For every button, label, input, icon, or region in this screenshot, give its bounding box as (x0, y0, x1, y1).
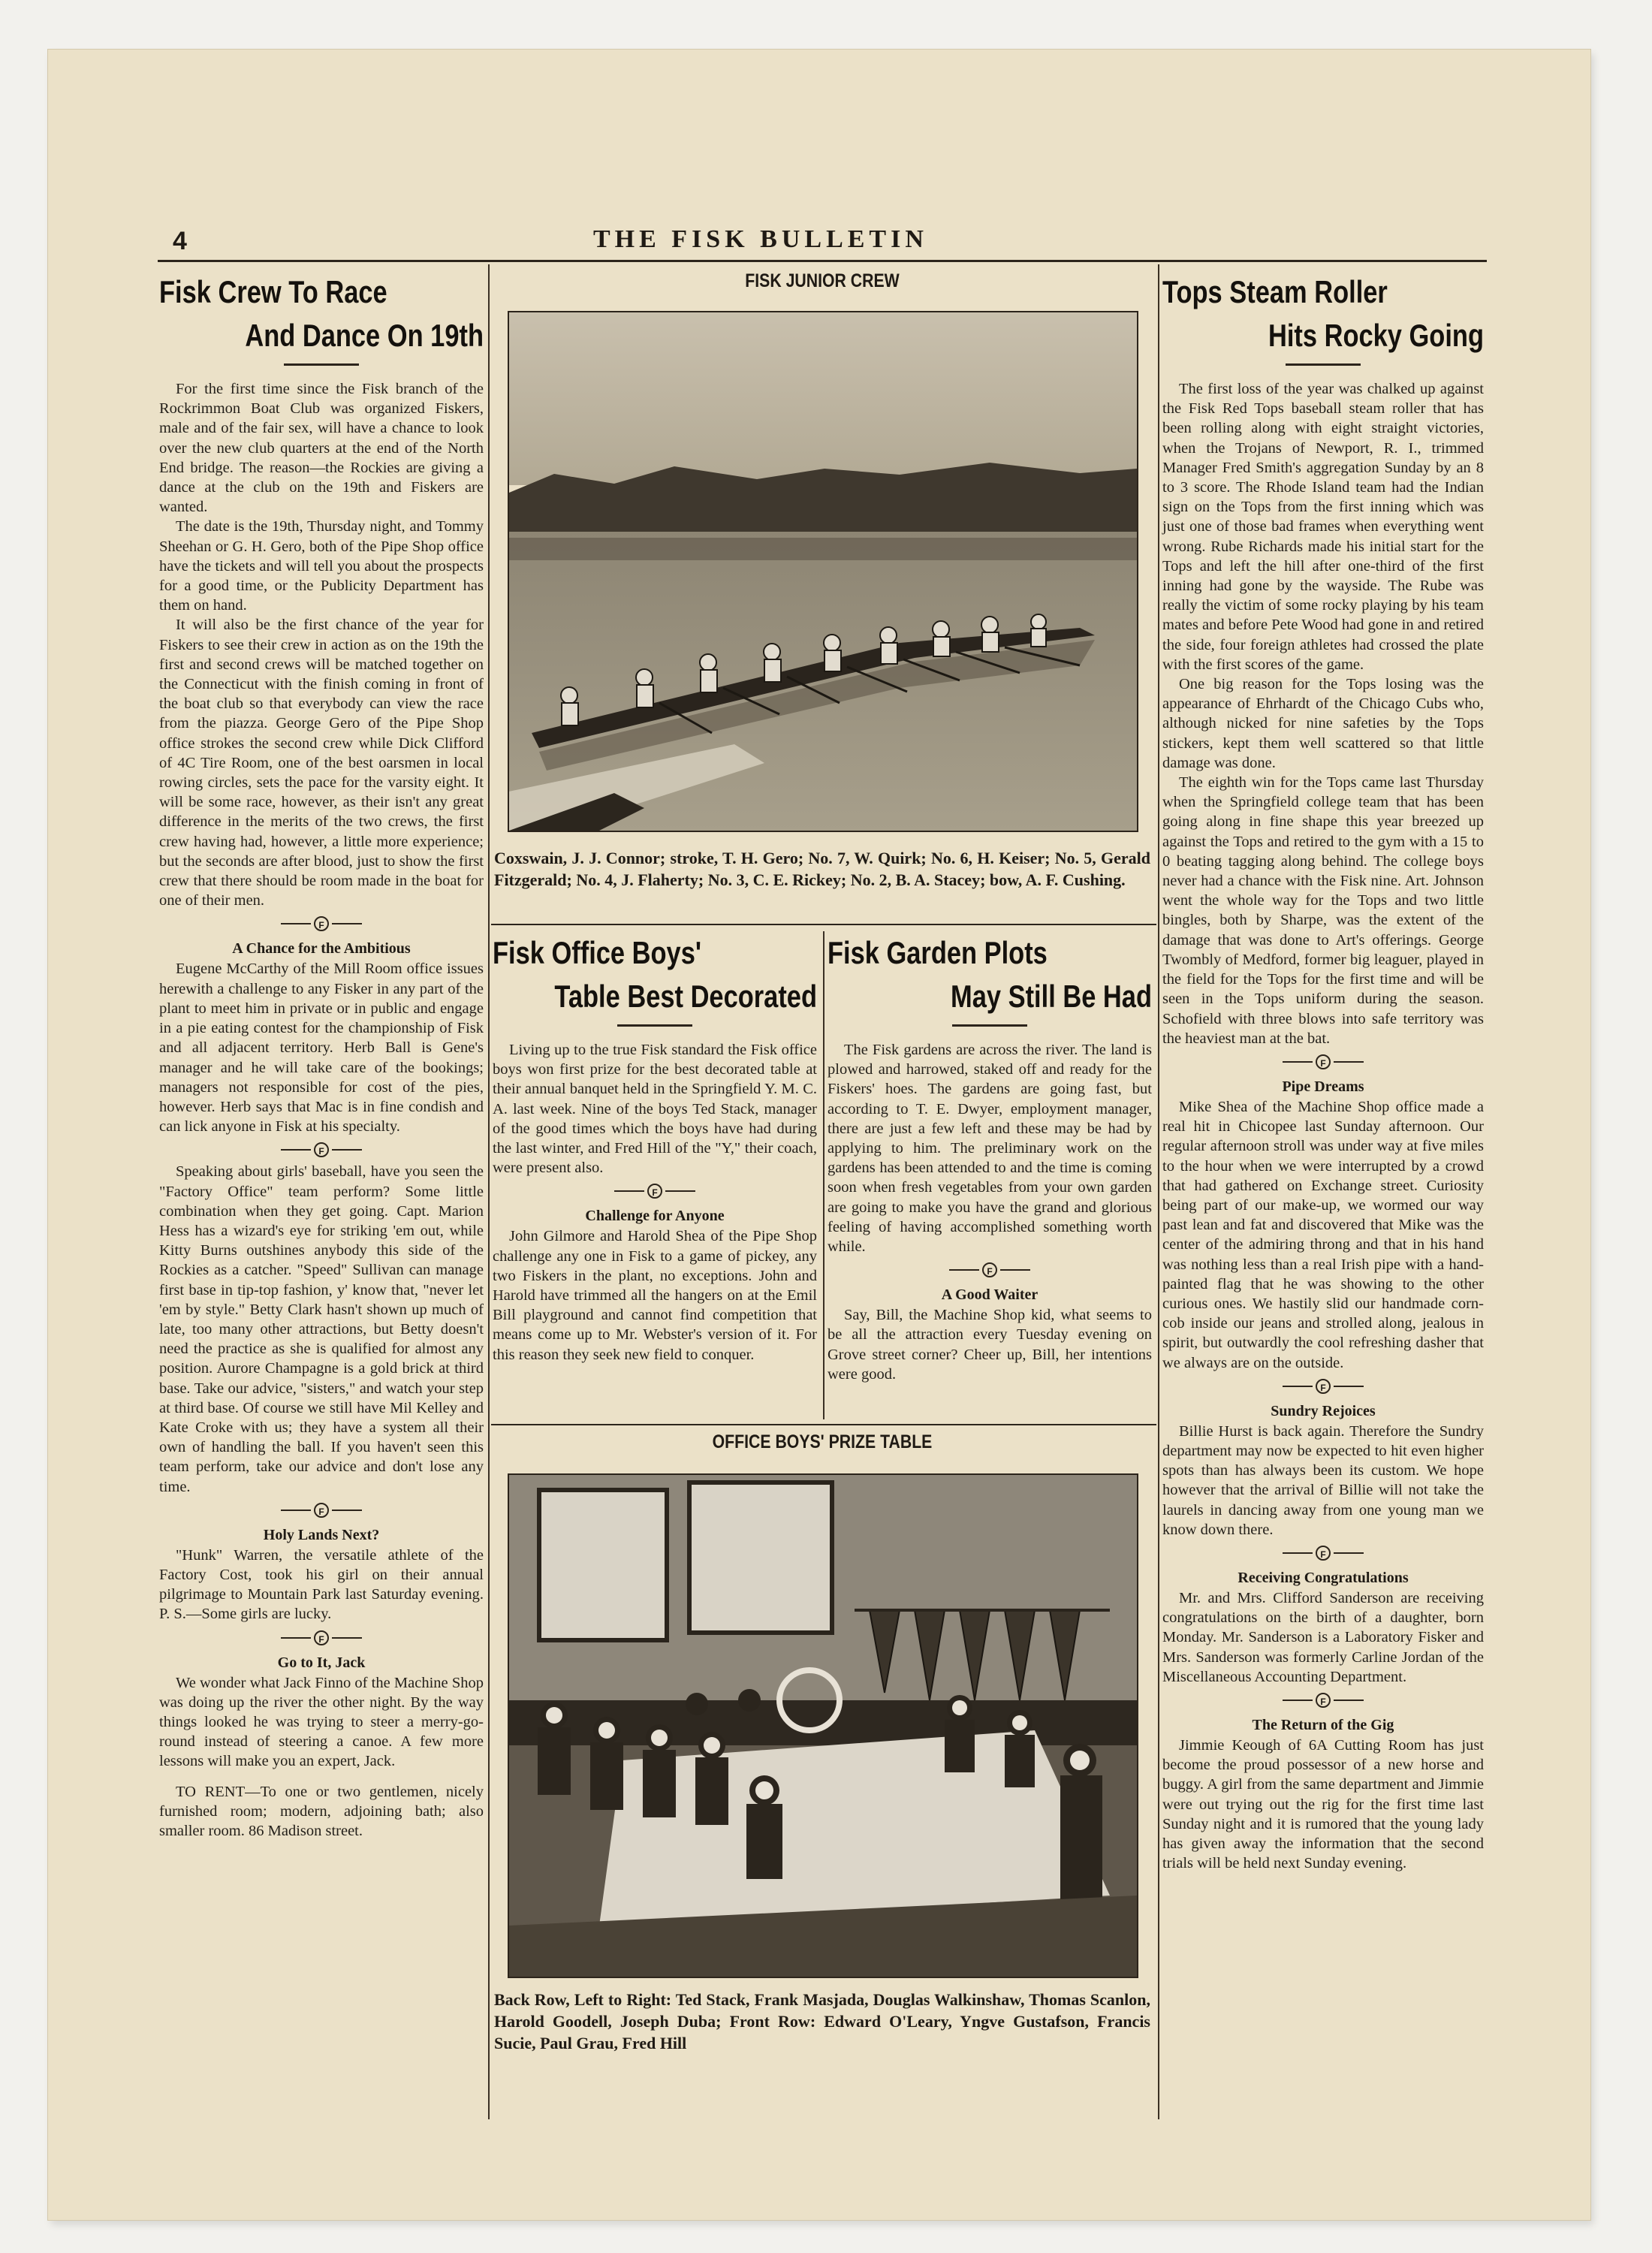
garden-article (828, 1040, 1152, 1256)
fisk-ornament-icon: F (1316, 1693, 1331, 1708)
paragraph: The first loss of the year was chalked up against the Fisk Red Tops baseball steam roller that has been rolling along with eight straight victories, when the Trojans of Newport, R. I., trimmed Manager Fred Smith's aggregation Sunday by an 8 to 3 score. The Rhode Island team had the Indian sign on the Tops from the first inning which was just one of those bad frames when everything went wrong. Rube Richards made his initial start for the Tops and left the hill after one-third of the first inning had gone by the wayside. The Rube was really the victim of some rocky playing by his team mates and before Pete Wood had gone in and retired the side, four foreign athletes had crossed the plate with the first scores of the game. (1162, 381, 1484, 673)
paragraph: Say, Bill, the Machine Shop kid, what seems to be all the attraction every Tuesday evening on Grove street corner? Cheer up, Bill, her intentions were good. (828, 1307, 1152, 1383)
crew-photo (508, 311, 1138, 832)
paragraph: Eugene McCarthy of the Mill Room office issues herewith a challenge to any Fisker in any part of the plant to meet him in private or in public and engage in a pie eating contest for the championship of Fisk and all adjacent territory. Herb Ball is Gene's manager and he will take care of the bookings; managers not responsible for cost of the pies, however. Herb says that Mac is in fine condish and can lick anyone in Fisk at his specialty. (159, 961, 484, 1136)
rowing-crew-image (509, 312, 1137, 831)
paragraph: Mike Shea of the Machine Shop office made a real hit in Chicopee last Sunday afternoon. Our regular afternoon stroll was under way at five miles to the hour when we were interrupted by a crowd that had gathered on Exchange street. Curiosity being part of our make-up, we wormed our way past lean and fat and discovered that Mike was the center of the admiring throng and that in his hand was nothing less than a real Irish pipe with a hand-painted flag that he was showing to the other curious ones. We hastily slid our handmade corn-cob inside our jeans and strolled along, jealous in spirit, but outwardly the cool refreshing dasher that we always are on the outside. (1162, 1098, 1484, 1371)
holy-lands-article (159, 1546, 484, 1624)
office-boys-headline-2: Table Best Decorated (554, 979, 817, 1014)
garden-headline-2: May Still Be Had (951, 979, 1152, 1014)
crew-caption: Coxswain, J. J. Connor; stroke, T. H. Gero; No. 7, W. Quirk; No. 6, H. Keiser; No. 5, Gerald Fitzgerald; No. 4, J. Flaherty; No. 3, C. E. Rickey; No. 2, B. A. Stacey; bow, A. F. Cushing. (494, 849, 1150, 889)
good-waiter-subhead: A Good Waiter (941, 1286, 1039, 1304)
paragraph: We wonder what Jack Finno of the Machine Shop was doing up the river the other night. By the way things looked he was trying to steer a merry-go-round instead of steering a canoe. A few more lessons will make you an expert, Jack. (159, 1674, 484, 1770)
left-column (159, 270, 484, 1841)
ornament-divider (159, 1630, 484, 1645)
fisk-ornament-icon: F (982, 1262, 997, 1277)
paragraph: Mr. and Mrs. Clifford Sanderson are receiving congratulations on the birth of a daughter, born Monday. Mr. Sanderson is a Laboratory Fisker and Mrs. Sanderson was formerly Carline Jordan of the Miscellaneous Accounting Department. (1162, 1589, 1484, 1685)
fisk-ornament-icon: F (314, 1630, 329, 1645)
good-waiter-article (828, 1305, 1152, 1384)
paragraph: Speaking about girls' baseball, have you seen the "Factory Office" team perform? Some little combination when they get going. Capt. Marion Hess has a wizard's eye for striking 'em out, while Kitty Burns outshines anybody this side of the Rockies as a catcher. "Speed" Sullivan can manage first base in tip-top fashion, y' know that, "never let 'em by style." Betty Clark hasn't shown up much of late, too many other attractions, but Betty doesn't need the practice as she is qualified for almost any position. Aurore Champagne is a gold brick at third base. Take our advice, "sisters," and watch your step at third base. Of course we still have Mil Kelley and Kate Croke with us; they have a system all their own of handling the ball. If you haven't seen this team perform, take our advice and don't lose any time. (159, 1163, 484, 1495)
crew-race-headline-1: Fisk Crew To Race (159, 274, 387, 309)
paragraph: Living up to the true Fisk standard the Fisk office boys won first prize for the best decorated table at their annual banquet held in the Springfield Y. M. C. A. last week. Nine of the boys Ted Stack, manager of the good times which the boys have had during the last winter, and Fred Hill of the "Y," their coach, were present also. (493, 1042, 817, 1177)
fisk-ornament-icon: F (314, 1142, 329, 1157)
prize-table-photo (508, 1473, 1138, 1978)
go-to-it-subhead: Go to It, Jack (277, 1654, 366, 1671)
column-rule-middle (823, 931, 824, 1419)
ambitious-article (159, 959, 484, 1136)
column-rule-right (1158, 264, 1159, 2119)
tops-headline-1: Tops Steam Roller (1162, 274, 1388, 309)
go-to-it-article (159, 1673, 484, 1772)
masthead-rule (158, 260, 1487, 262)
fisk-ornament-icon: F (647, 1184, 662, 1199)
headline-divider (1286, 363, 1361, 366)
fisk-ornament-icon: F (314, 916, 329, 931)
headline-divider (952, 1024, 1027, 1027)
fisk-ornament-icon: F (1316, 1379, 1331, 1394)
prize-table-rule (491, 1424, 1156, 1425)
crew-caption-rule (491, 924, 1156, 925)
tops-article (1162, 379, 1484, 1048)
paragraph: The date is the 19th, Thursday night, and Tommy Sheehan or G. H. Gero, both of the Pipe Shop office have the tickets and will tell you about the prospects for a good time, or the Publicity Department has them on hand. (159, 518, 484, 614)
pipe-dreams-subhead: Pipe Dreams (1282, 1078, 1364, 1095)
office-boys-headline-1: Fisk Office Boys' (493, 935, 702, 970)
crew-race-headline-2: And Dance On 19th (245, 318, 484, 353)
right-column (1162, 270, 1484, 1873)
paragraph: It will also be the first chance of the year for Fiskers to see their crew in action as on the 19th the first and second crews will be matched together on the Connecticut with the finish coming in front of the boat club so that everybody can view the race from the piazza. George Gero of the Pipe Shop office strokes the second crew while Dick Clifford of 4C Tire Room, one of the best oarsmen in local rowing circles, sets the pace for the varsity eight. It will be some race, however, as their isn't any great difference in the merits of the two crews, the first crew having had, however, a little more experience; but the seconds are after blood, just to show the first crew that there should be room made in the boat for one of their men. (159, 617, 484, 909)
ambitious-subhead: A Chance for the Ambitious (232, 940, 411, 958)
office-boys-article (493, 1040, 817, 1178)
prize-table-heading: OFFICE BOYS' PRIZE TABLE (712, 1431, 933, 1452)
fisk-ornament-icon: F (1316, 1054, 1331, 1069)
fisk-ornament-icon: F (314, 1503, 329, 1518)
paragraph: The eighth win for the Tops came last Thursday when the Springfield college team that has been going along in fine shape this year breezed up against the Tops and retired to the gym with a 15 to 0 beating tagging along behind. The college boys never had a chance with the Fisk nine. Art. Johnson went the whole way for the Tops and two little bingles, both by Sharpe, was the extent of the damage that was done to Art's offerings. George Twombly of Medford, former big leaguer, played in the field for the Tops for the first time and will be seen in the Tops uniform during the season. Schofield with three blows into safe territory was the heaviest man at the bat. (1162, 774, 1484, 1047)
baseball-article (159, 1162, 484, 1496)
paragraph: John Gilmore and Harold Shea of the Pipe Shop challenge any one in Fisk to a game of pickey, any two Fiskers in the plant, no exceptions. John and Harold have trimmed all the hangers on at the Emil Bill playground and cannot find competition that means come up to Mr. Webster's version of it. For this reason they seek new field to conquer. (493, 1228, 817, 1363)
ornament-divider (159, 916, 484, 931)
congratulations-subhead: Receiving Congratulations (1237, 1569, 1409, 1586)
tops-headline-2: Hits Rocky Going (1268, 318, 1484, 353)
ornament-divider (1162, 1546, 1484, 1561)
sundry-subhead: Sundry Rejoices (1271, 1402, 1376, 1419)
challenge-article (493, 1226, 817, 1364)
challenge-subhead: Challenge for Anyone (585, 1208, 725, 1225)
column-rule-left (488, 264, 490, 2119)
holy-lands-subhead: Holy Lands Next? (263, 1526, 380, 1543)
gig-article (1162, 1736, 1484, 1873)
paragraph: TO RENT—To one or two gentlemen, nicely furnished room; modern, adjoining bath; also smaller room. 86 Madison street. (159, 1783, 484, 1839)
page-number: 4 (173, 227, 187, 255)
sundry-article (1162, 1422, 1484, 1540)
paragraph: "Hunk" Warren, the versatile athlete of the Factory Cost, took his girl on their annual pilgrimage to Mountain Park last Saturday evening. P. S.—Some girls are lucky. (159, 1546, 484, 1623)
gig-subhead: The Return of the Gig (1252, 1716, 1394, 1733)
pipe-dreams-article (1162, 1097, 1484, 1373)
ornament-divider (1162, 1693, 1484, 1708)
garden-headline-1: Fisk Garden Plots (828, 935, 1048, 970)
ornament-divider (828, 1262, 1152, 1277)
banquet-table-image (509, 1475, 1137, 1977)
paragraph: For the first time since the Fisk branch of the Rockrimmon Boat Club was organized Fiskers, male and of the fair sex, will have a chance to look over the new club quarters at the end of the North End bridge. The reason—the Rockies are giving a dance at the club on the 19th and Fiskers are wanted. (159, 381, 484, 516)
ornament-divider (1162, 1054, 1484, 1069)
paragraph: The Fisk gardens are across the river. The land is plowed and harrowed, staked off and ready for the Fiskers' hoes. The gardens are going fast, but according to T. E. Dwyer, employment manager, there are just a few left and these may be had by applying to him. The preliminary work on the gardens has been attended to and the time is coming soon when fresh vegetables from your own garden are going to make you have the grand and glorious feeling of having accomplished something worth while. (828, 1042, 1152, 1256)
to-rent-ad (159, 1782, 484, 1841)
paragraph: One big reason for the Tops losing was the appearance of Ehrhardt of the Chicago Cubs who, although nicked for nine safeties by the Tops stickers, kept them well scattered so that little damage was done. (1162, 676, 1484, 771)
ornament-divider (159, 1503, 484, 1518)
ornament-divider (1162, 1379, 1484, 1394)
fisk-ornament-icon: F (1316, 1546, 1331, 1561)
crew-race-article (159, 379, 484, 910)
prize-table-caption: Back Row, Left to Right: Ted Stack, Frank Masjada, Douglas Walkinshaw, Thomas Scanlon, Harold Goodell, Joseph Duba; Front Row: Edward O'Leary, Yngve Gustafson, Francis Sucie, Paul Grau, Fred Hill (494, 1990, 1150, 2052)
congratulations-article (1162, 1588, 1484, 1687)
paragraph: Jimmie Keough of 6A Cutting Room has just become the proud possessor of a new horse and buggy. A girl from the same department and Jimmie were out trying out the rig for the first time last Sunday night and it is rumored that the young lady has given away the information that the second trials will be held next Sunday evening. (1162, 1736, 1484, 1872)
crew-photo-heading: FISK JUNIOR CREW (745, 270, 900, 291)
headline-divider (617, 1024, 692, 1027)
garden-column (828, 931, 1152, 1384)
headline-divider (284, 363, 359, 366)
paragraph: Billie Hurst is back again. Therefore the Sundry department may now be expected to hit even higher spots than has always been its custom. We hope however that the arrival of Billie will not take the laurels in dancing away from one young man we know down there. (1162, 1422, 1484, 1538)
ornament-divider (159, 1142, 484, 1157)
newspaper-title: THE FISK BULLETIN (593, 225, 928, 253)
office-boys-column (493, 931, 817, 1365)
ornament-divider (493, 1184, 817, 1199)
